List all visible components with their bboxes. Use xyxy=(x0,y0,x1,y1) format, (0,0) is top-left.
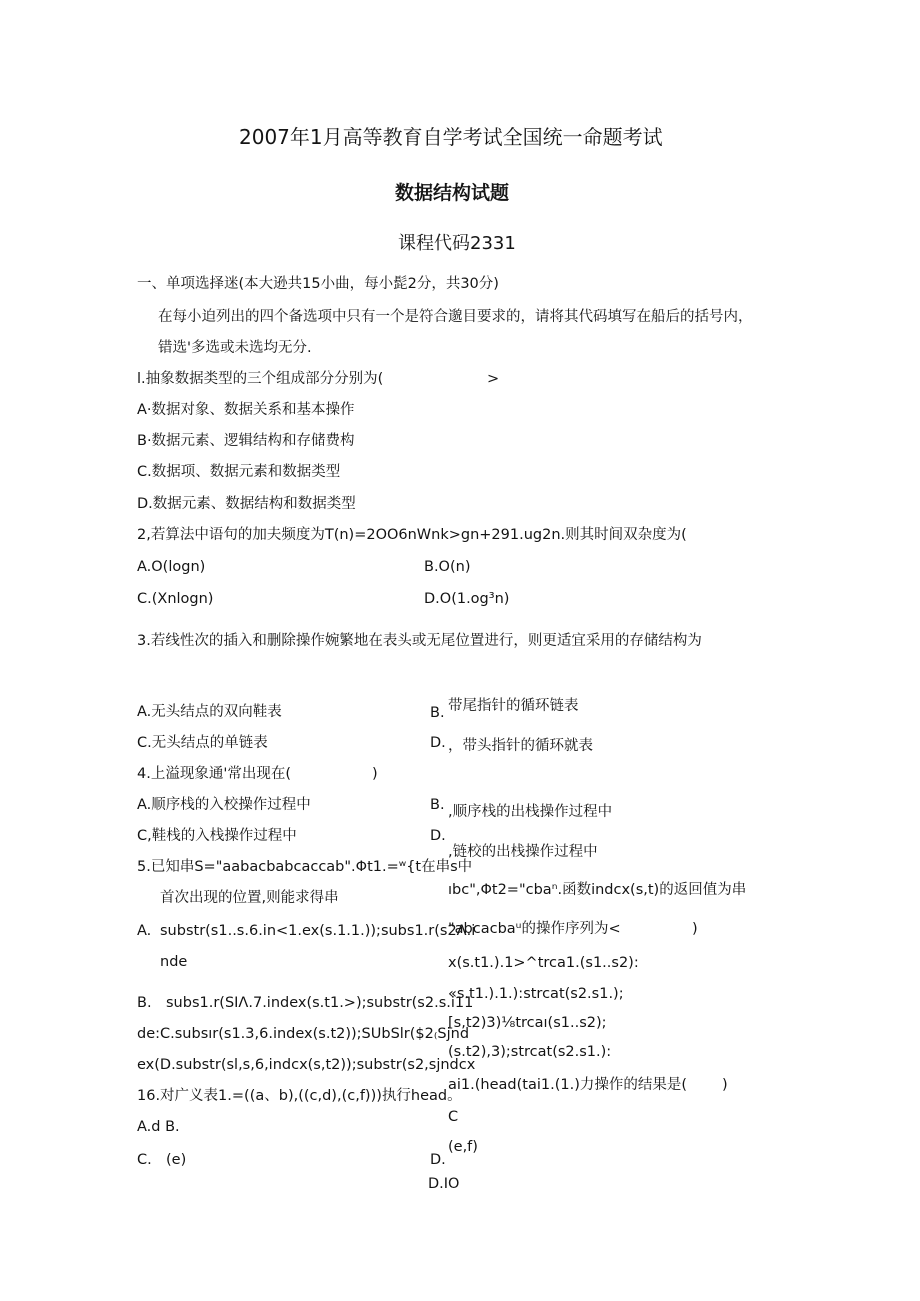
exam-title: 2007年1月高等教育自学考试全国统一命题考试 xyxy=(239,125,663,149)
q5-option-a-right-2: «s.t1.).1.):strcat(s2.s1.); xyxy=(448,986,624,1002)
q5-option-c-right: (s.t2),3);strcat(s2.s1.): xyxy=(448,1044,612,1060)
q3-option-a: A.无头结点的双向鞋表 xyxy=(137,704,282,720)
q5-line-2-end: ) xyxy=(692,921,698,937)
q2-option-c: C.(Xnlogn) xyxy=(137,591,214,607)
q4-option-d: ,链校的出栈操作过程中 xyxy=(448,844,598,860)
q1-option-d: D.数据元素、数据结构和数据类型 xyxy=(137,496,356,512)
q1-option-b: B·数据元素、逻辑结构和存储费构 xyxy=(137,433,355,449)
q5-option-c-line: ex(D.substr(sl,s,6,indcx(s,t2));substr(s2,sjndcx xyxy=(137,1057,476,1073)
q2-option-a: A.O(logn) xyxy=(137,559,206,575)
q4-stem: 4.上溢现象通'常出现在( xyxy=(137,766,291,782)
q6-option-d-2: D.IO xyxy=(428,1176,460,1192)
q4-option-d-label: D. xyxy=(430,828,446,844)
q3-option-d-label: D. xyxy=(430,735,446,751)
q1-stem: l.抽象数据类型的三个组成部分分别为( xyxy=(137,371,384,387)
q6-option-ef: (e,f) xyxy=(448,1139,478,1155)
q5-stem: 5.已知串S="aabacbabcaccab".Φt1.=ʷ{t在串s中 xyxy=(137,859,473,875)
q3-option-d: ，带头指针的循环就表 xyxy=(448,738,593,754)
q3-option-c: C.无头结点的单链表 xyxy=(137,735,268,751)
q6-stem-end: ) xyxy=(722,1077,728,1093)
q5-option-a-line-2: nde xyxy=(160,954,188,970)
q4-option-b: ,顺序栈的出栈操作过程中 xyxy=(448,804,613,820)
q5-option-b-label: B. xyxy=(137,995,152,1011)
q1-stem-end: > xyxy=(487,371,500,387)
instruction-line-2: 错选'多选或未选均无分. xyxy=(158,340,312,356)
q2-stem: 2,若算法中语句的加夫频度为T(n)=2OO6nWnk>gn+291.ug2n.则其时间双杂度为( xyxy=(137,527,687,543)
q3-option-b-label: B. xyxy=(430,705,445,721)
q5-option-a-right-1: x(s.t1.).1>^trca1.(s1..s2): xyxy=(448,955,639,971)
q6-option-c: C. xyxy=(137,1152,152,1168)
course-code: 课程代码2331 xyxy=(398,233,516,254)
q1-option-c: C.数据项、数据元素和数据类型 xyxy=(137,464,341,480)
q6-stem-right: ai1.(head(tai1.(1.)力操作的结果是( xyxy=(448,1077,688,1093)
q3-option-b: 带尾指针的循环链表 xyxy=(448,698,579,714)
q5-line-2-right: "abcacbaᵘ的操作序列为< xyxy=(448,921,621,937)
q5-option-b-right: [s,t2)3)⅛trcaı(s1..s2); xyxy=(448,1015,607,1031)
q5-line-2: 首次出现的位置,则能求得串 xyxy=(160,890,339,906)
q4-stem-end: ) xyxy=(372,766,378,782)
q4-option-a: A.顺序栈的入校操作过程中 xyxy=(137,797,311,813)
q1-option-a: A·数据对象、数据关系和基本操作 xyxy=(137,402,355,418)
q3-stem: 3.若线性次的插入和删除操作婉繁地在表头或无尾位置进行，则更适宜采用的存储结构为 xyxy=(137,633,702,649)
q4-option-b-label: B. xyxy=(430,797,445,813)
q6-option-a: A.d B. xyxy=(137,1119,180,1135)
instruction-line-1: 在每小迫列出的四个备选项中只有一个是符合邈目要求的，请将其代码填写在船后的括号内， xyxy=(158,309,753,325)
q5-option-b-line-1: subs1.r(SIΛ.7.index(s.t1.>);substr(s2.s.i11 xyxy=(166,995,474,1011)
section-heading: 一、单项选择迷(本大逊共15小曲，每小髭2分，共30分) xyxy=(137,276,499,292)
q6-option-c-value: (e) xyxy=(166,1152,187,1168)
q5-stem-right: ıbc",Φt2="cbaⁿ.函数indcx(s,t)的返回值为串 xyxy=(448,882,747,898)
q5-option-a-label: A. xyxy=(137,923,152,939)
q5-option-b-line-2: de:C.subsır(s1.3,6.index(s.t2));SUbSlr($2₍Sjnd xyxy=(137,1026,470,1042)
q6-option-d-label: D. xyxy=(430,1152,446,1168)
q2-option-d: D.O(1.og³n) xyxy=(424,591,510,607)
q6-option-c-mark: C xyxy=(448,1109,459,1125)
q4-option-c: C,鞋栈的入栈操作过程中 xyxy=(137,828,297,844)
q2-option-b: B.O(n) xyxy=(424,559,471,575)
q5-option-a-line-1: substr(s1..s.6.in<1.ex(s.1.1.));subs1.r(s2Λ.i xyxy=(160,923,476,939)
subject-title: 数据结构试题 xyxy=(395,182,510,204)
q6-stem: 16.对广义表1.=((a、b),((c,d),(c,f)))执行head。 xyxy=(137,1088,462,1104)
